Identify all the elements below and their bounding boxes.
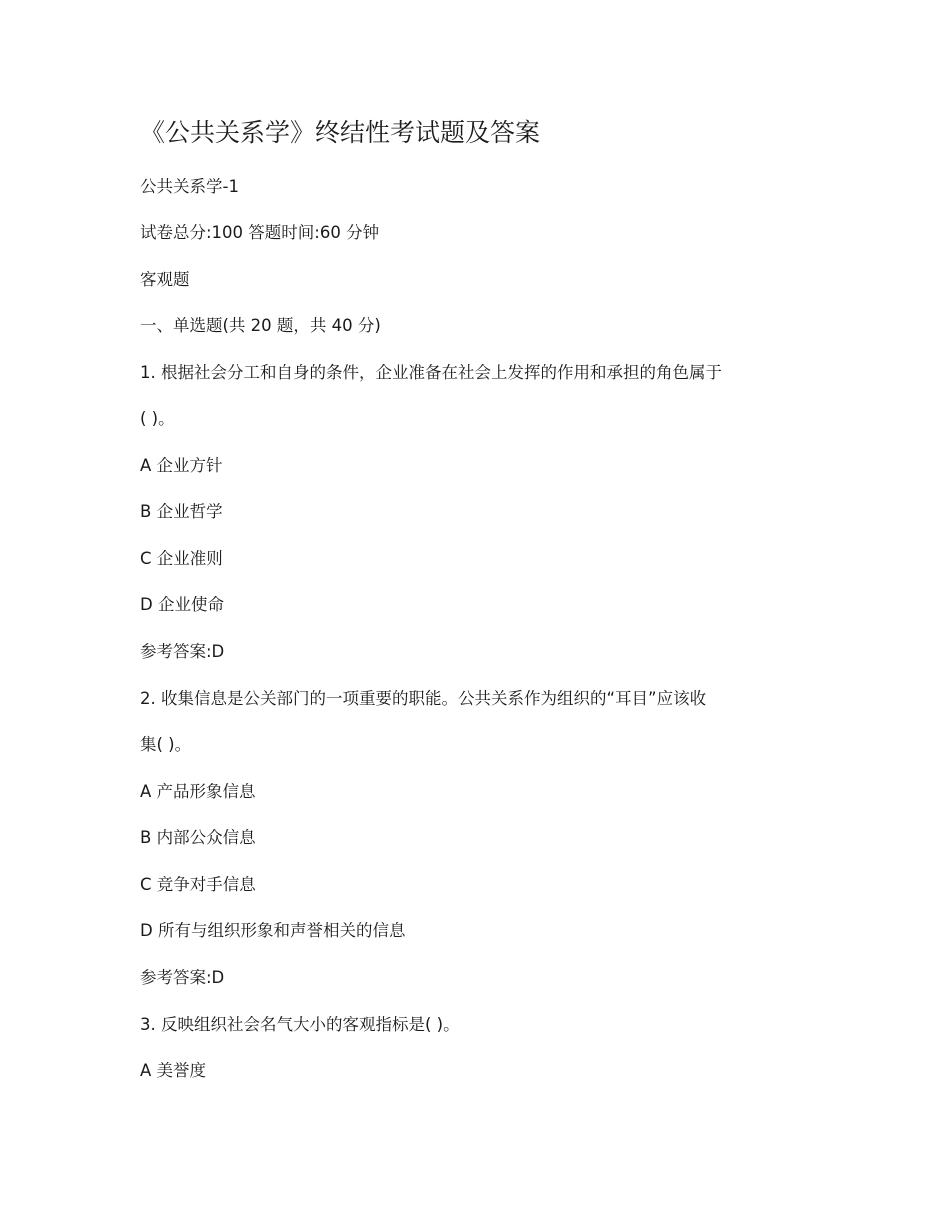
question-1-stem-line2: ( )。 [140, 409, 175, 428]
question-2-stem-line2: 集( )。 [140, 735, 192, 754]
exam-info: 试卷总分:100 答题时间:60 分钟 [140, 223, 380, 242]
question-2-stem-line1: 2. 收集信息是公关部门的一项重要的职能。公共关系作为组织的“耳目”应该收 [140, 689, 707, 708]
section-label: 客观题 [140, 270, 190, 289]
course-subtitle: 公共关系学-1 [140, 177, 239, 196]
question-1-option-a: A 企业方针 [140, 456, 223, 475]
question-1-answer: 参考答案:D [140, 642, 225, 661]
question-2-option-b: B 内部公众信息 [140, 828, 256, 847]
question-1-option-d: D 企业使命 [140, 595, 224, 614]
question-3-option-a: A 美誉度 [140, 1061, 207, 1080]
question-1-stem-line1: 1. 根据社会分工和自身的条件，企业准备在社会上发挥的作用和承担的角色属于 [140, 363, 722, 382]
document-title: 《公共关系学》终结性考试题及答案 [140, 118, 541, 147]
question-2-option-a: A 产品形象信息 [140, 782, 256, 801]
question-2-answer: 参考答案:D [140, 968, 225, 987]
question-2-option-c: C 竞争对手信息 [140, 875, 256, 894]
question-1-option-b: B 企业哲学 [140, 502, 223, 521]
question-2-option-d: D 所有与组织形象和声誉相关的信息 [140, 921, 406, 940]
question-1-option-c: C 企业准则 [140, 549, 223, 568]
part-heading: 一、单选题(共 20 题，共 40 分) [140, 316, 381, 335]
question-3-stem-line1: 3. 反映组织社会名气大小的客观指标是( )。 [140, 1015, 460, 1034]
